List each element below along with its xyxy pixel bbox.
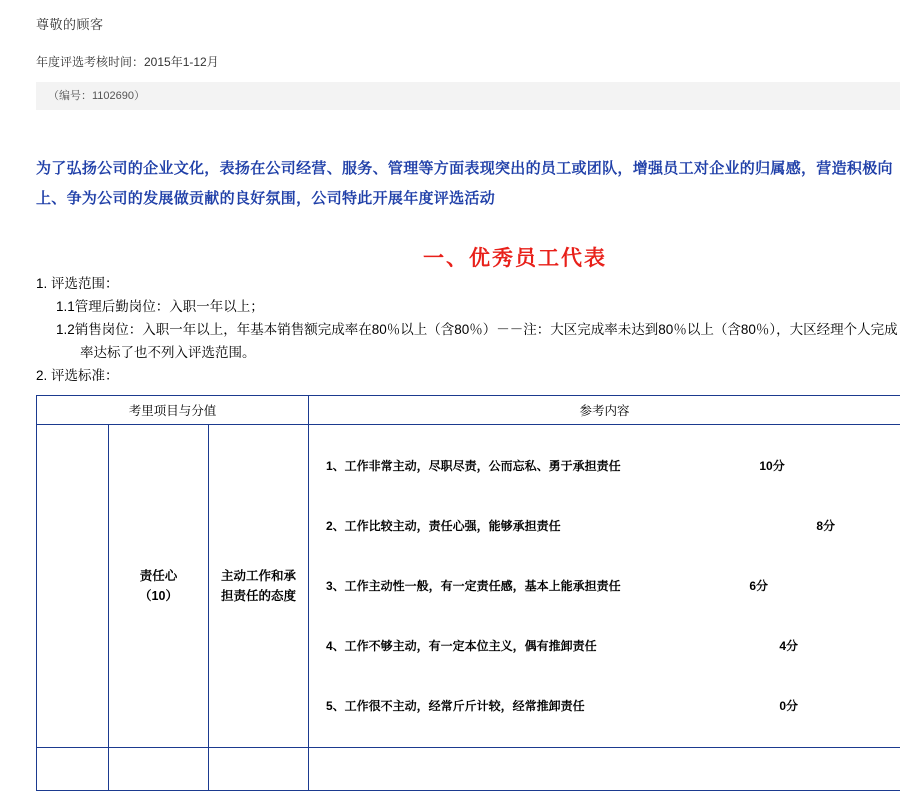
reference-score: 4分 bbox=[779, 639, 799, 653]
document-number-bar: （编号：1102690） bbox=[36, 82, 900, 110]
intro-paragraph: 为了弘扬公司的企业文化，表扬在公司经营、服务、管理等方面表现突出的员工或团队，增强员工对企业的归属感，营造积极向上、争为公司的发展做贡献的良好氛围，公司特此开展年度评选活动 bbox=[36, 160, 893, 207]
cell-item-name bbox=[109, 425, 209, 748]
cell-blank-left bbox=[37, 425, 109, 748]
list-item bbox=[326, 496, 899, 556]
scope-item-2-text: 1.2销售岗位：入职一年以上，年基本销售额完成率在80％以上（含80％）－－注：大区完成率未达到80％以上（含80％），大区经理个人完成 bbox=[56, 322, 898, 337]
reference-text: 1、工作非常主动，尽职尽责，公而忘私、勇于承担责任 bbox=[326, 459, 621, 473]
cell-blank-desc bbox=[209, 748, 309, 791]
item-name-text: 责任心 bbox=[139, 569, 178, 583]
list-item bbox=[326, 436, 899, 496]
table-header-items: 考里项目与分值 bbox=[37, 396, 309, 425]
reference-score: 8分 bbox=[816, 519, 836, 533]
period-label: 年度评选考核时间：2015年1-12月 bbox=[36, 55, 219, 69]
scope-title: 1. 评选范围： bbox=[36, 276, 119, 291]
criteria-table bbox=[36, 395, 900, 791]
table-header-row bbox=[37, 396, 900, 425]
scope-item-2 bbox=[56, 318, 900, 364]
scope-item-2-cont: 率达标了也不列入评选范围。 bbox=[80, 345, 256, 360]
cell-blank-reference bbox=[309, 748, 900, 791]
cell-blank-item bbox=[109, 748, 209, 791]
reference-text: 4、工作不够主动，有一定本位主义，偶有推卸责任 bbox=[326, 639, 597, 653]
greeting-text: 尊敬的顾客 bbox=[36, 17, 104, 32]
cell-reference-content bbox=[309, 425, 900, 748]
list-item bbox=[326, 676, 899, 736]
reference-score: 0分 bbox=[779, 699, 799, 713]
item-score-text: （10） bbox=[139, 589, 178, 603]
reference-list bbox=[310, 426, 899, 746]
table-row bbox=[37, 748, 900, 791]
cell-item-description: 主动工作和承担责任的态度 bbox=[209, 425, 309, 748]
list-item bbox=[326, 616, 899, 676]
reference-text: 3、工作主动性一般，有一定责任感，基本上能承担责任 bbox=[326, 579, 621, 593]
table-row bbox=[37, 425, 900, 748]
reference-text: 5、工作很不主动，经常斤斤计较，经常推卸责任 bbox=[326, 699, 585, 713]
reference-score: 6分 bbox=[749, 579, 769, 593]
section-title: 一、优秀员工代表 bbox=[423, 247, 607, 270]
reference-score: 10分 bbox=[759, 459, 785, 473]
table-header-reference: 参考内容 bbox=[309, 396, 900, 425]
scope-item-1: 1.1管理后勤岗位：入职一年以上； bbox=[56, 299, 264, 314]
reference-text: 2、工作比较主动，责任心强，能够承担责任 bbox=[326, 519, 561, 533]
criteria-title: 2. 评选标准： bbox=[36, 368, 119, 383]
list-item bbox=[326, 556, 899, 616]
cell-blank-left bbox=[37, 748, 109, 791]
